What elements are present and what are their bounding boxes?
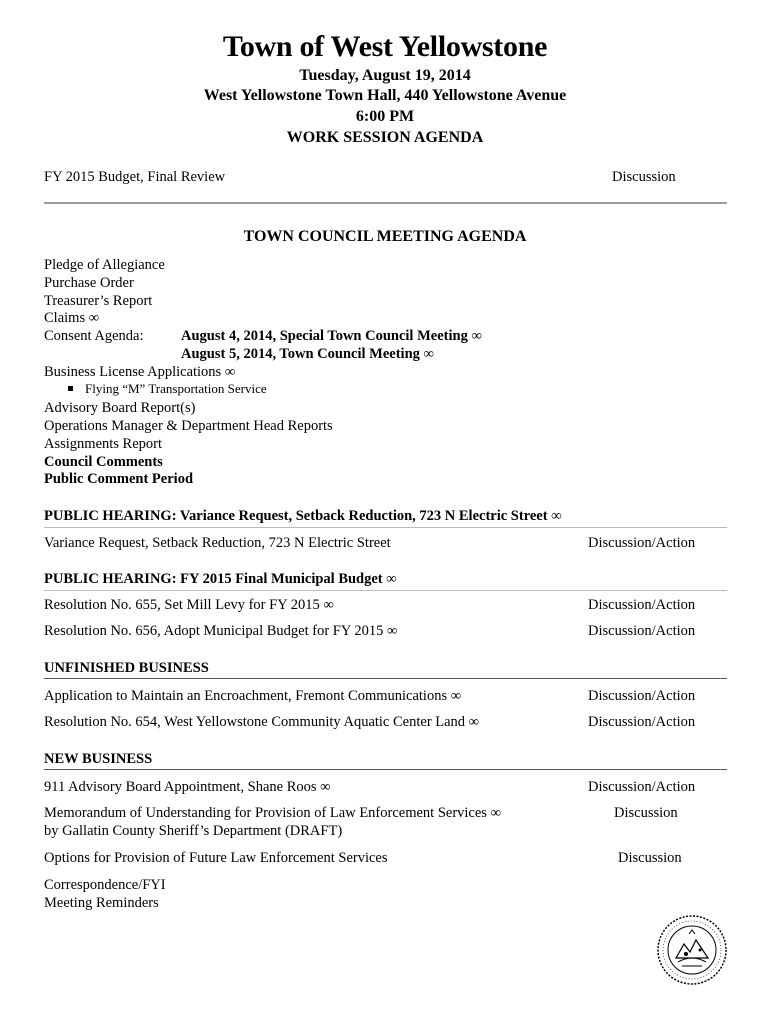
section-divider bbox=[44, 202, 727, 204]
agenda-item-public-comment: Public Comment Period bbox=[44, 471, 194, 487]
public-hearing-1-item: Variance Request, Setback Reduction, 723 N Electric Street bbox=[44, 535, 391, 551]
section-divider bbox=[44, 590, 727, 591]
law-enforcement-options-item: Options for Provision of Future Law Enforcement Services bbox=[44, 850, 388, 866]
law-enforcement-options-action: Discussion bbox=[618, 850, 682, 866]
agenda-item-treasurer: Treasurer’s Report bbox=[44, 293, 153, 309]
business-license-sub-text: Flying “M” Transportation Service bbox=[85, 381, 267, 396]
consent-item-aug5: August 5, 2014, Town Council Meeting ∞ bbox=[181, 346, 434, 362]
mou-action: Discussion bbox=[614, 805, 678, 821]
meeting-location: West Yellowstone Town Hall, 440 Yellowstone Avenue bbox=[203, 87, 567, 104]
meeting-reminders-item: Meeting Reminders bbox=[44, 895, 159, 911]
public-hearing-1-action: Discussion/Action bbox=[588, 535, 696, 551]
agenda-item-advisory: Advisory Board Report(s) bbox=[44, 400, 196, 416]
encroachment-item: Application to Maintain an Encroachment, Fremont Communications ∞ bbox=[44, 688, 462, 704]
meeting-time: 6:00 PM bbox=[355, 108, 415, 125]
business-license-item: Business License Applications ∞ bbox=[44, 364, 236, 380]
resolution-656-action: Discussion/Action bbox=[588, 623, 696, 639]
consent-agenda-label: Consent Agenda: bbox=[44, 328, 144, 344]
encroachment-action: Discussion/Action bbox=[588, 688, 696, 704]
resolution-655-action: Discussion/Action bbox=[588, 597, 696, 613]
work-session-action: Discussion bbox=[612, 169, 676, 185]
agenda-item-pledge: Pledge of Allegiance bbox=[44, 257, 165, 273]
resolution-655-item: Resolution No. 655, Set Mill Levy for FY 2015 ∞ bbox=[44, 597, 334, 613]
page-title: Town of West Yellowstone bbox=[222, 30, 548, 63]
resolution-656-item: Resolution No. 656, Adopt Municipal Budget for FY 2015 ∞ bbox=[44, 623, 398, 639]
section-divider bbox=[44, 678, 727, 679]
agenda-item-assignments: Assignments Report bbox=[44, 436, 163, 452]
agenda-item-claims: Claims ∞ bbox=[44, 310, 100, 326]
meeting-date: Tuesday, August 19, 2014 bbox=[299, 67, 471, 84]
agenda-item-operations: Operations Manager & Department Head Reports bbox=[44, 418, 333, 434]
agenda-item-purchase-order: Purchase Order bbox=[44, 275, 134, 291]
new-business-heading: NEW BUSINESS bbox=[44, 751, 153, 767]
resolution-654-item: Resolution No. 654, West Yellowstone Community Aquatic Center Land ∞ bbox=[44, 714, 480, 730]
mou-item-line1: Memorandum of Understanding for Provision of Law Enforcement Services ∞ bbox=[44, 805, 501, 821]
advisory-appointment-action: Discussion/Action bbox=[588, 779, 696, 795]
business-license-sub-item bbox=[68, 380, 267, 398]
mou-item-line2: by Gallatin County Sheriff’s Department (DRAFT) bbox=[44, 823, 343, 839]
unfinished-business-heading: UNFINISHED BUSINESS bbox=[44, 660, 209, 676]
public-hearing-1-heading: PUBLIC HEARING: Variance Request, Setback Reduction, 723 N Electric Street ∞ bbox=[44, 508, 562, 524]
section-divider bbox=[44, 527, 727, 528]
correspondence-item: Correspondence/FYI bbox=[44, 877, 166, 893]
bullet-icon bbox=[68, 386, 73, 391]
resolution-654-action: Discussion/Action bbox=[588, 714, 696, 730]
work-session-item: FY 2015 Budget, Final Review bbox=[44, 169, 226, 185]
consent-item-aug4: August 4, 2014, Special Town Council Meeting ∞ bbox=[181, 328, 482, 344]
work-session-title: WORK SESSION AGENDA bbox=[286, 129, 484, 146]
public-hearing-2-heading: PUBLIC HEARING: FY 2015 Final Municipal Budget ∞ bbox=[44, 571, 397, 587]
town-seal-icon bbox=[656, 914, 728, 986]
advisory-appointment-item: 911 Advisory Board Appointment, Shane Roos ∞ bbox=[44, 779, 331, 795]
meeting-agenda-title: TOWN COUNCIL MEETING AGENDA bbox=[243, 228, 527, 245]
agenda-item-council-comments: Council Comments bbox=[44, 454, 163, 470]
section-divider bbox=[44, 769, 727, 770]
